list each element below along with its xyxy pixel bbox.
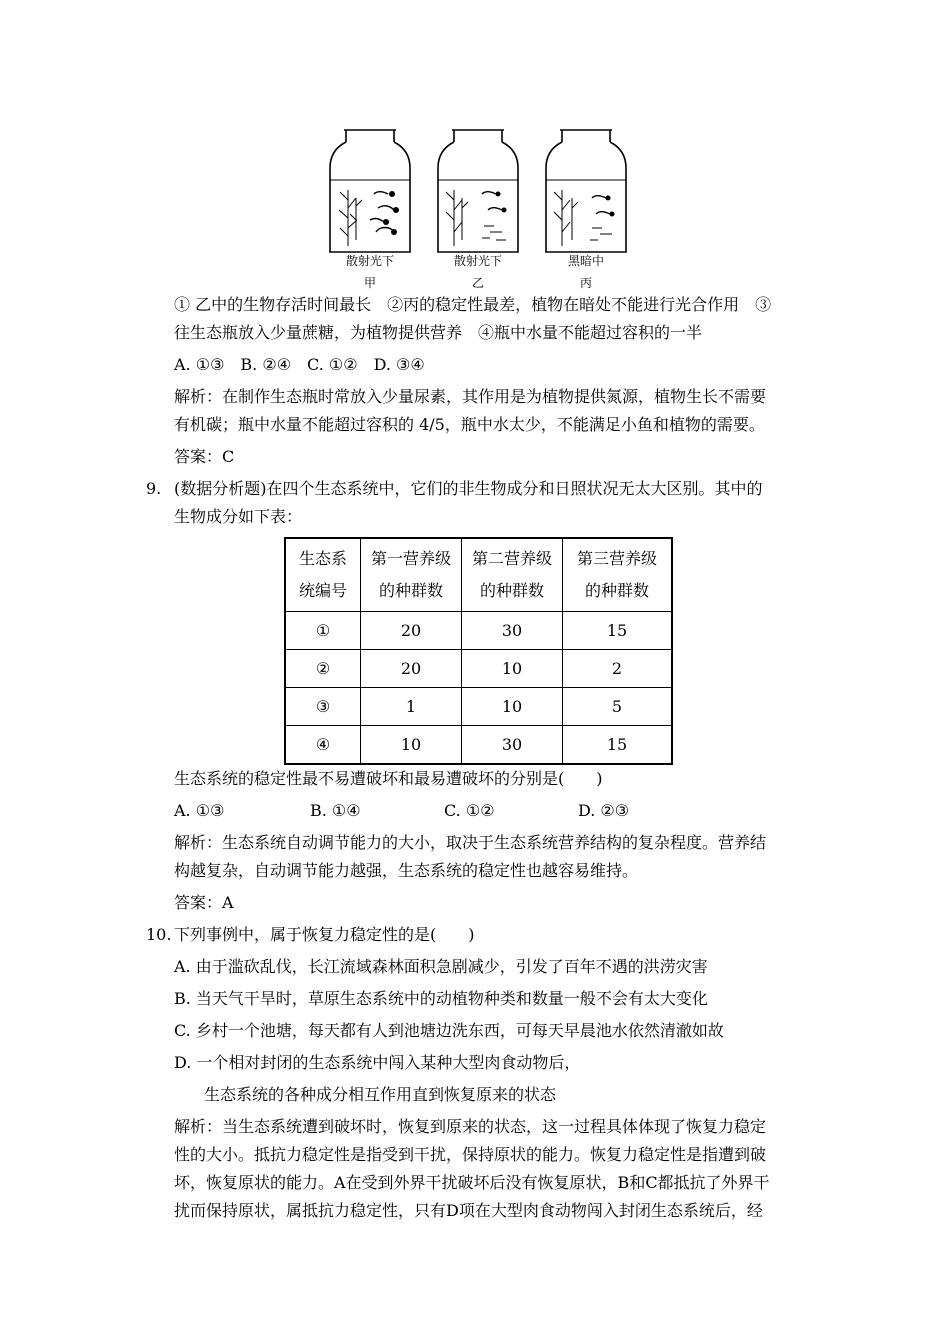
header-level2: 第二营养级 的种群数: [462, 538, 563, 612]
q10-option-b: B. 当天气干旱时，草原生态系统中的动植物种类和数量一般不会有太大变化: [174, 989, 708, 1008]
jar-jia-label: 甲: [363, 276, 376, 290]
q9-answer: 答案：A: [174, 893, 234, 912]
cell: 10: [462, 650, 563, 688]
q10-option-d-line1: D. 一个相对封闭的生态系统中闯入某种大型肉食动物后，: [174, 1053, 581, 1072]
q10-analysis-line3: 坏，恢复原状的能力。A在受到外界干扰破坏后没有恢复原状，B和C都抵抗了外界干: [174, 1173, 770, 1192]
table-row: [285, 688, 672, 726]
q10-number: 10.: [146, 925, 172, 944]
q8-analysis-line1: 解析：在制作生态瓶时常放入少量尿素，其作用是为植物提供氮源，植物生长不需要: [174, 387, 767, 406]
cell: 1: [361, 688, 462, 726]
cell: 10: [462, 688, 563, 726]
ecosystem-table: [284, 537, 673, 765]
ecosystem-jars-figure: [318, 122, 638, 294]
table-header-row: [285, 538, 672, 612]
header-ecosystem-id: 生态系 统编号: [285, 538, 361, 612]
q10-analysis-line2: 性的大小。抵抗力稳定性是指受到干扰，保持原状的能力。恢复力稳定性是指遭到破: [174, 1145, 767, 1164]
cell: ③: [285, 688, 361, 726]
q10-stem: 下列事例中，属于恢复力稳定性的是( ): [174, 925, 475, 944]
cell: 20: [361, 612, 462, 650]
jar-bing-condition: 黑暗中: [567, 254, 604, 268]
jar-bing-label: 丙: [579, 276, 592, 290]
cell: 2: [563, 650, 673, 688]
jars-illustration: [318, 122, 638, 262]
q10-option-d-line2: 生态系统的各种成分相互作用直到恢复原来的状态: [204, 1085, 557, 1104]
q9-option-c: C. ①②: [444, 801, 495, 820]
cell: 30: [462, 726, 563, 765]
q9-stem-line1: (数据分析题)在四个生态系统中，它们的非生物成分和日照状况无太大区别。其中的: [174, 479, 763, 498]
q9-option-a: A. ①③: [174, 801, 225, 820]
q9-stem-line2: 生物成分如下表：: [174, 507, 303, 526]
jar-yi-label: 乙: [471, 276, 484, 290]
q9-option-d: D. ②③: [578, 801, 630, 820]
cell: ②: [285, 650, 361, 688]
cell: 5: [563, 688, 673, 726]
q8-analysis-line2: 有机碳；瓶中水量不能超过容积的 4/5，瓶中水太少，不能满足小鱼和植物的需要。: [174, 415, 765, 434]
jar-yi-condition: 散射光下: [453, 254, 502, 268]
q9-number: 9.: [146, 479, 162, 498]
jar-jia: [330, 130, 410, 252]
q9-option-b: B. ①④: [310, 801, 361, 820]
jar-yi: [438, 130, 518, 252]
cell: 30: [462, 612, 563, 650]
cell: 20: [361, 650, 462, 688]
q8-options: A. ①③ B. ②④ C. ①② D. ③④: [174, 355, 425, 374]
q10-analysis-line1: 解析：当生态系统遭到破坏时，恢复到原来的状态，这一过程具体体现了恢复力稳定: [174, 1117, 767, 1136]
q10-option-c: C. 乡村一个池塘，每天都有人到池塘边洗东西，可每天早晨池水依然清澈如故: [174, 1021, 724, 1040]
cell: ④: [285, 726, 361, 765]
q9-analysis-line2: 构越复杂，自动调节能力越强，生态系统的稳定性也越容易维持。: [174, 861, 639, 880]
table-row: [285, 726, 672, 765]
q9-analysis-line1: 解析：生态系统自动调节能力的大小，取决于生态系统营养结构的复杂程度。营养结: [174, 833, 767, 852]
table-row: [285, 650, 672, 688]
cell: ①: [285, 612, 361, 650]
q8-statement-line2: 往生态瓶放入少量蔗糖，为植物提供营养 ④瓶中水量不能超过容积的一半: [174, 323, 703, 342]
q8-answer: 答案：C: [174, 447, 235, 466]
table-row: [285, 612, 672, 650]
q10-analysis-line4: 扰而保持原状，属抵抗力稳定性，只有D项在大型肉食动物闯入封闭生态系统后，经: [174, 1201, 763, 1220]
jar-bing: [546, 130, 626, 252]
jar-jia-condition: 散射光下: [345, 254, 394, 268]
cell: 10: [361, 726, 462, 765]
cell: 15: [563, 612, 673, 650]
header-level1: 第一营养级 的种群数: [361, 538, 462, 612]
q8-statement-line1: ① 乙中的生物存活时间最长 ②丙的稳定性最差，植物在暗处不能进行光合作用 ③: [174, 295, 772, 314]
q10-option-a: A. 由于滥砍乱伐，长江流域森林面积急剧减少，引发了百年不遇的洪涝灾害: [174, 957, 708, 976]
header-level3: 第三营养级 的种群数: [563, 538, 673, 612]
cell: 15: [563, 726, 673, 765]
q9-question: 生态系统的稳定性最不易遭破坏和最易遭破坏的分别是( ): [174, 769, 603, 788]
